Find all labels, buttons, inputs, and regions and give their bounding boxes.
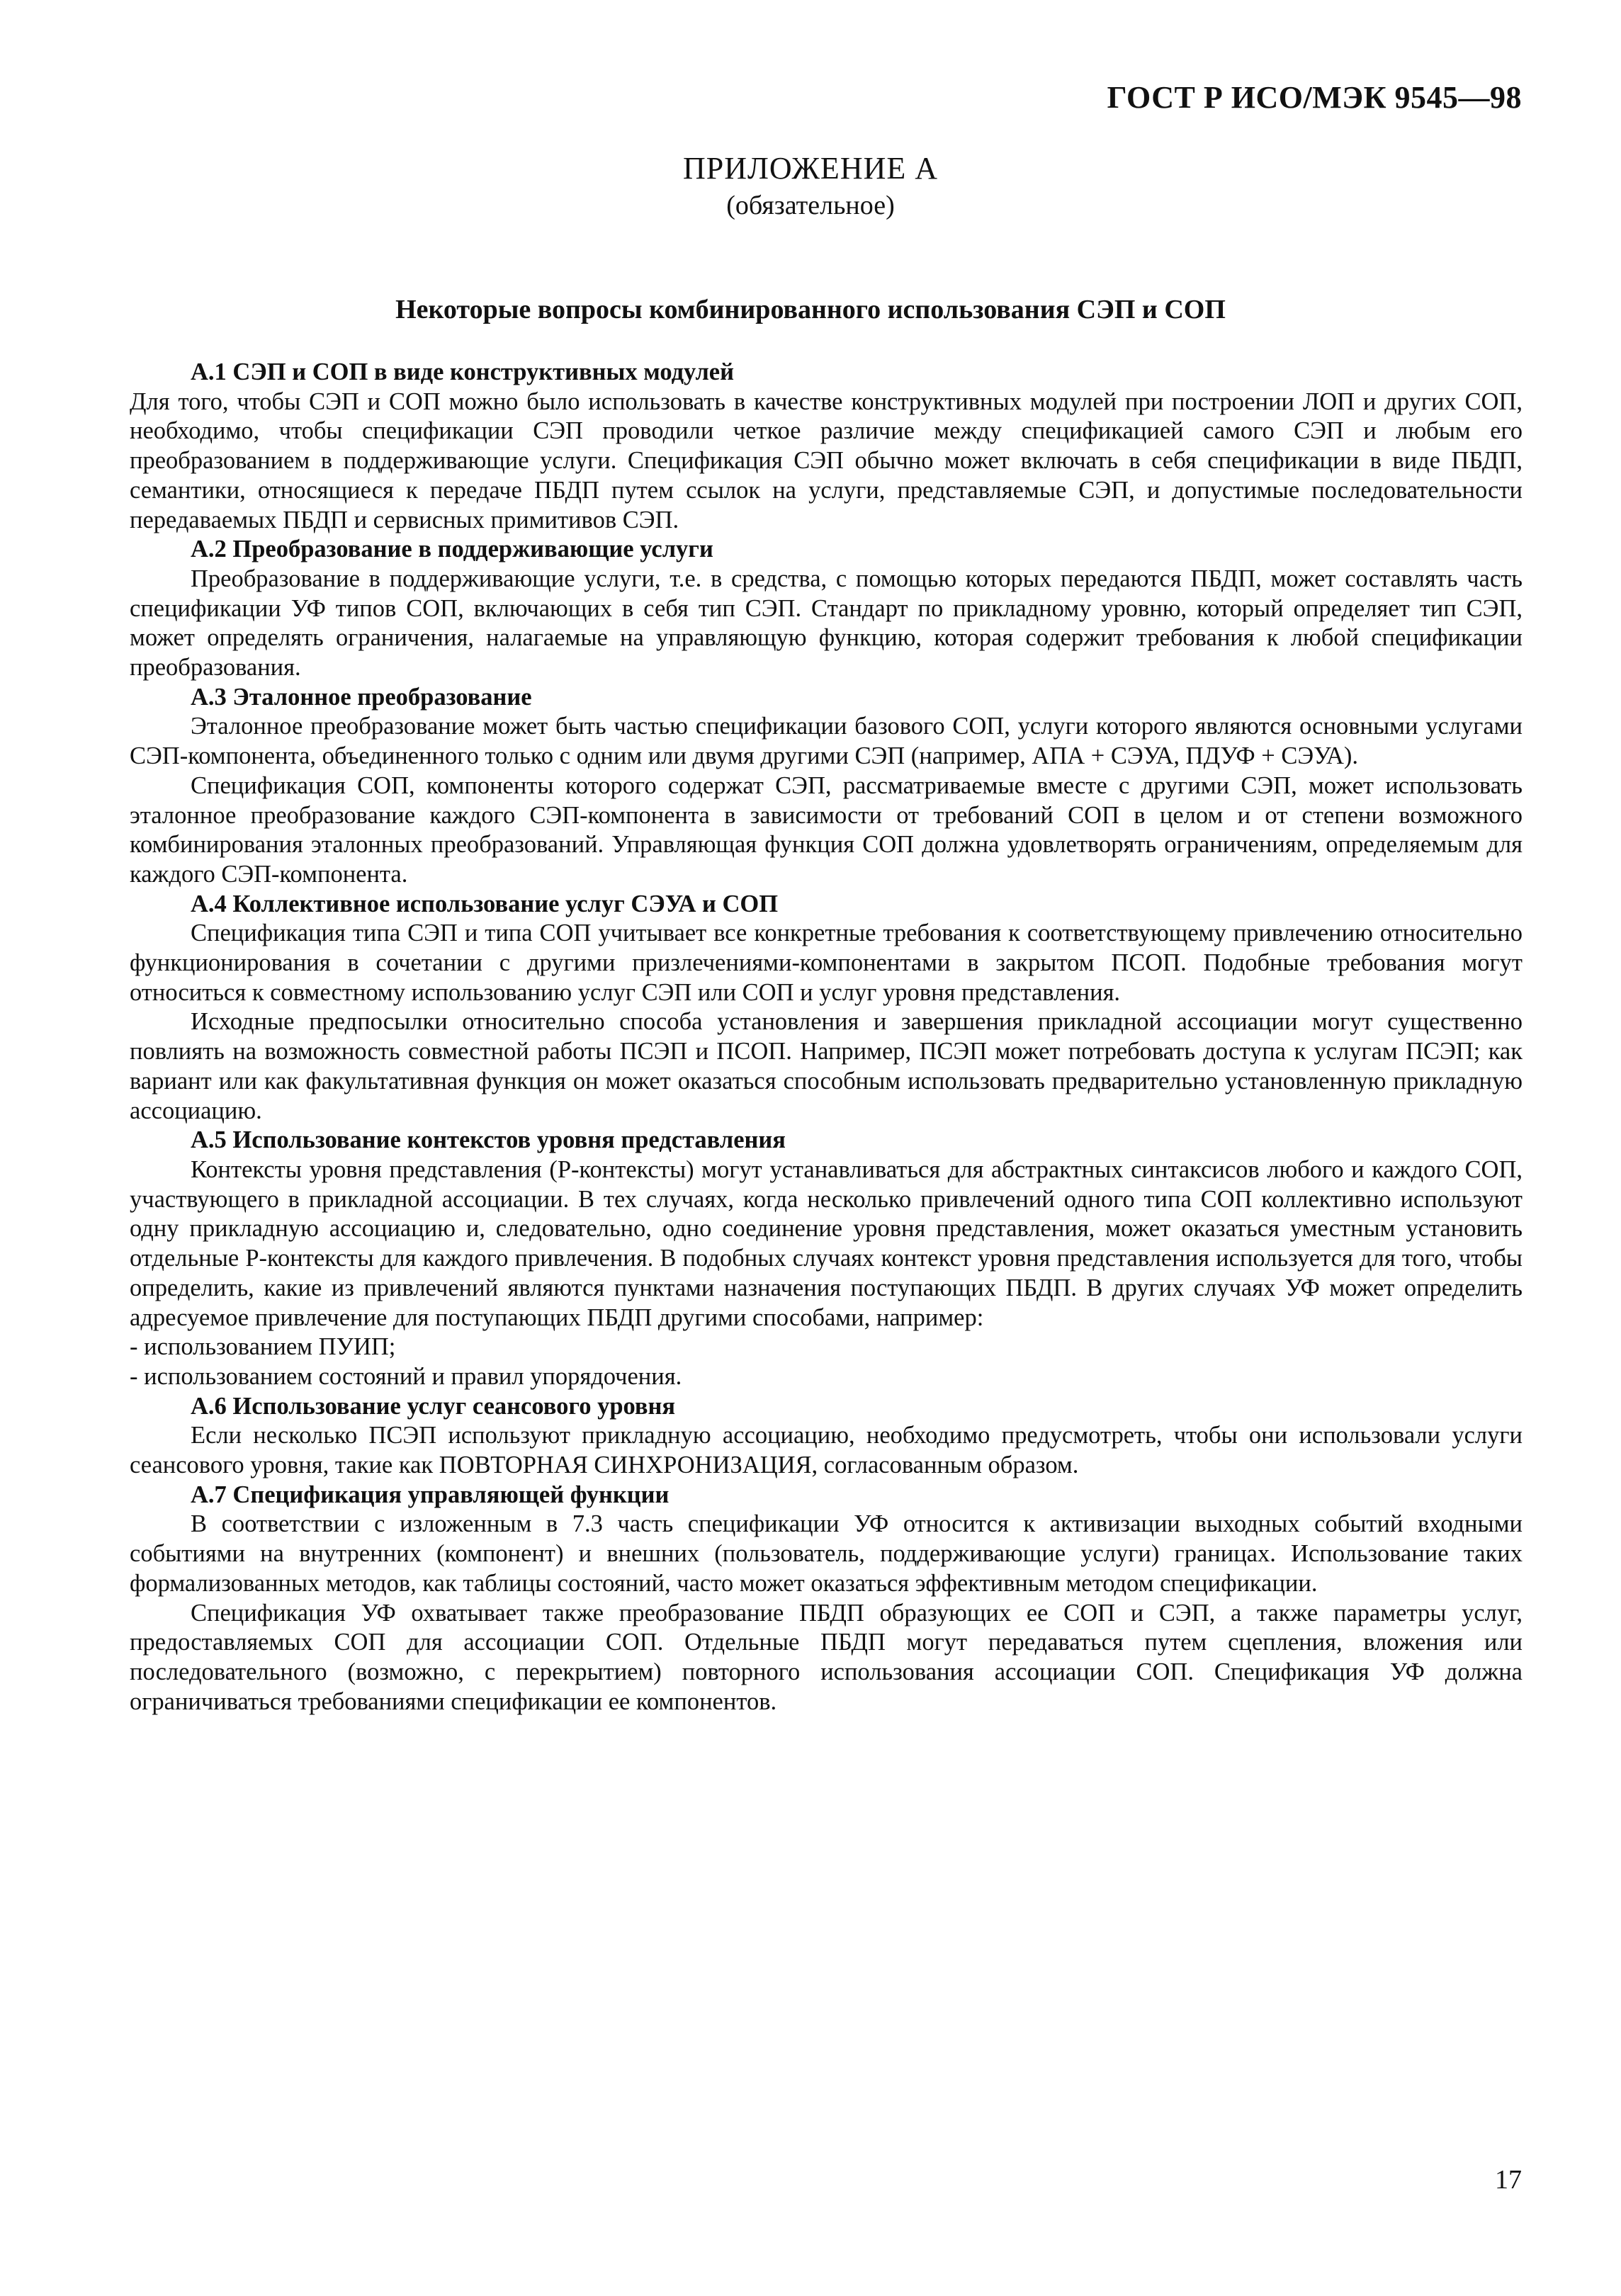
page-number: 17 [1495,2165,1522,2195]
list-item: - использованием ПУИП; [130,1333,396,1361]
section-title: Некоторые вопросы комбинированного использования СЭП и СОП [395,295,1226,324]
list-item: - использованием состояний и правил упорядочения. [130,1362,682,1390]
paragraph-a5-1: Контексты уровня представления (Р-контексты) могут устанавливаться для абстрактных синтаксисов любого и каждого СОП, участвующего в прикладной ассоциации. В тех случаях, когда несколько привлечений одного типа СОП коллективно используют одну прикладную ассоциацию и, следовательно, одно соединение уровня представления, может оказаться уместным установить отдельные Р-контексты для каждого привлечения. В подобных случаях контекст уровня представления используется для того, чтобы определить, какие из привлечений являются пунктами назначения поступающих ПБДП. В других случаях УФ может определить адресуемое привлечение для поступающих ПБДП другими способами, например: [130,1155,1523,1331]
document-code: ГОСТ Р ИСО/МЭК 9545—98 [1107,80,1522,115]
heading-a7: А.7 Спецификация управляющей функции [191,1481,670,1508]
heading-a5: А.5 Использование контекстов уровня представления [191,1126,786,1154]
heading-a3: А.3 Эталонное преобразование [191,683,532,711]
appendix-note: (обязательное) [726,191,895,220]
paragraph-a2-1: Преобразование в поддерживающие услуги, т.е. в средства, с помощью которых передаются ПБДП, может составлять часть спецификации УФ типов СОП, включающих в себя тип СЭП. Стандарт по прикладному уровню, который определяет тип СЭП, может определять ограничения, налагаемые на управляющую функцию, которая содержит требования к любой спецификации преобразования. [130,565,1523,682]
paragraph-a7-1: В соответствии с изложенным в 7.3 часть спецификации УФ относится к активизации выходных событий входными событиями на внутренних (компонент) и внешних (пользователь, поддерживающие услуги) границах. Использование таких формализованных методов, как таблицы состояний, часто может оказаться эффективным методом спецификации. [130,1510,1523,1597]
paragraph-a4-2: Исходные предпосылки относительно способа установления и завершения прикладной ассоциации могут существенно повлиять на возможность совместной работы ПСЭП и ПСОП. Например, ПСЭП может потребовать доступа к услугам ПСЭП; как вариант или как факультативная функция он может оказаться способным использовать предварительно установленную прикладную ассоциацию. [130,1008,1523,1124]
heading-a2: А.2 Преобразование в поддерживающие услуги [191,536,713,563]
paragraph-a3-2: Спецификация СОП, компоненты которого содержат СЭП, рассматриваемые вместе с другими СЭП, может использовать эталонное преобразование каждого СЭП-компонента в зависимости от требований СОП в целом и от степени возможного комбинирования эталонных преобразований. Управляющая функция СОП должна удовлетворять ограничениям, определяемым для каждого СЭП-компонента. [130,771,1523,888]
heading-a6: А.6 Использование услуг сеансового уровня [191,1392,676,1420]
paragraph-a6-1: Если несколько ПСЭП используют прикладную ассоциацию, необходимо предусмотреть, чтобы они использовали услуги сеансового уровня, такие как ПОВТОРНАЯ СИНХРОНИЗАЦИЯ, согласованным образом. [130,1422,1523,1479]
paragraph-a3-1: Эталонное преобразование может быть частью спецификации базового СОП, услуги которого являются основными услугами СЭП-компонента, объединенного только с одним или двумя другими СЭП (например, АПА + СЭУА, ПДУФ + СЭУА). [130,713,1523,770]
heading-a4: А.4 Коллективное использование услуг СЭУА и СОП [191,890,779,917]
appendix-title: ПРИЛОЖЕНИЕ А [682,151,939,186]
heading-a1: А.1 СЭП и СОП в виде конструктивных модулей [191,358,734,385]
paragraph-a4-1: Спецификация типа СЭП и типа СОП учитывает все конкретные требования к соответствующему привлечению относительно функционирования в сочетании с другими призлечениями-компонентами в закрытом ПСОП. Подобные требования могут относиться к совместному использованию услуг СЭП или СОП и услуг уровня представления. [130,920,1523,1006]
paragraph-a1-1: Для того, чтобы СЭП и СОП можно было использовать в качестве конструктивных модулей при построении ЛОП и других СОП, необходимо, чтобы спецификации СЭП проводили четкое различие между спецификацией самого СЭП и любым его преобразованием в поддерживающие услуги. Спецификация СЭП обычно может включать в себя спецификации в виде ПБДП, семантики, относящиеся к передаче ПБДП путем ссылок на услуги, представляемые СЭП, и допустимые последовательности передаваемых ПБДП и сервисных примитивов СЭП. [130,388,1523,533]
paragraph-a7-2: Спецификация УФ охватывает также преобразование ПБДП образующих ее СОП и СЭП, а также параметры услуг, предоставляемых СОП для ассоциации СОП. Отдельные ПБДП могут передаваться путем сцепления, вложения или последовательного (возможно, с перекрытием) повторного использования ассоциации СОП. Спецификация УФ должна ограничиваться требованиями спецификации ее компонентов. [130,1599,1523,1715]
document-body [130,358,1523,1717]
